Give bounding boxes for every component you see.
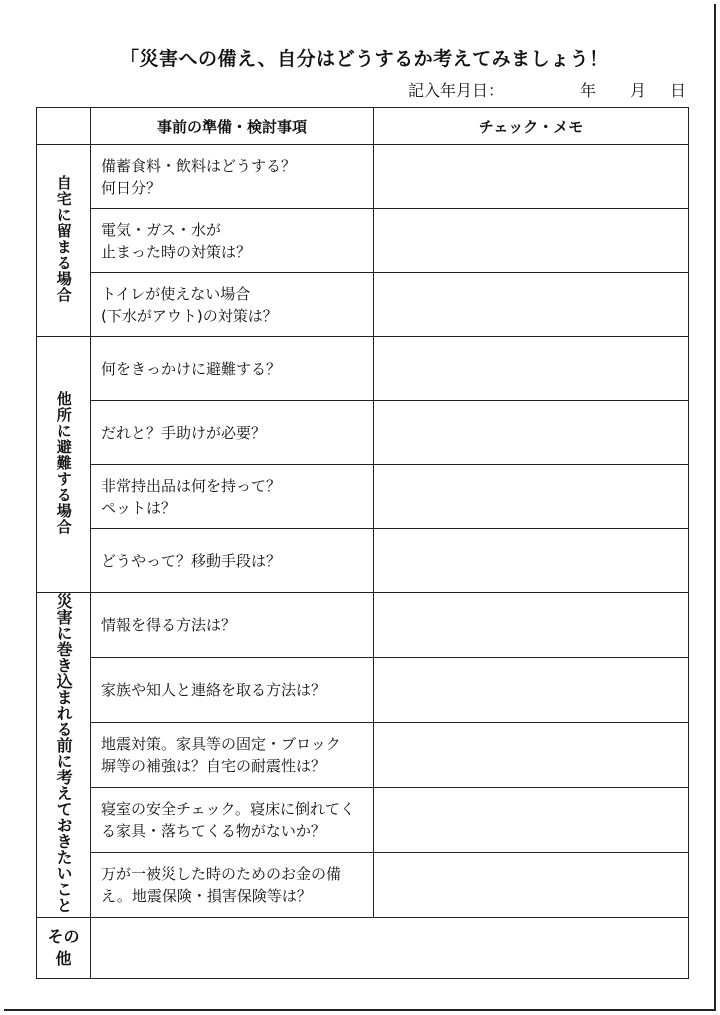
item-line: だれと？手助けが必要？ xyxy=(101,423,267,442)
memo-cell[interactable] xyxy=(374,853,689,918)
item-line: 家族や知人と連絡を取る方法は？ xyxy=(101,681,327,699)
category-evacuate xyxy=(37,337,91,593)
item-cell xyxy=(91,401,374,465)
item-cell xyxy=(91,788,374,853)
memo-cell[interactable] xyxy=(374,593,689,658)
item-line: トイレが使えない場合 xyxy=(101,284,251,303)
item-line: 塀等の補強は？自宅の耐震性は？ xyxy=(101,757,327,775)
date-year-label: 年 xyxy=(579,81,596,100)
item-cell xyxy=(91,658,374,723)
item-line: 情報を得る方法は？ xyxy=(101,616,237,634)
other-label-line: 他 xyxy=(55,949,72,968)
item-cell xyxy=(91,145,374,209)
item-cell xyxy=(91,337,374,401)
table-row xyxy=(37,401,689,465)
category-label xyxy=(54,593,73,913)
item-line: 電気・ガス・水が xyxy=(101,220,222,239)
header-item: 事前の準備・検討事項 xyxy=(91,108,374,145)
table-row xyxy=(37,209,689,273)
item-cell xyxy=(91,529,374,593)
category-label: 自宅に留まる場合 xyxy=(54,174,73,303)
table-row xyxy=(37,853,689,918)
entry-date-row xyxy=(408,78,688,101)
category-other xyxy=(37,918,91,979)
memo-cell[interactable] xyxy=(374,529,689,593)
memo-cell[interactable] xyxy=(374,273,689,337)
item-line: 寝室の安全チェック。寝床に倒れてく xyxy=(101,800,355,818)
item-line: 地震対策。家具等の固定・ブロック xyxy=(101,735,341,753)
memo-cell[interactable] xyxy=(374,723,689,788)
item-line: 何日分？ xyxy=(101,178,162,197)
category-stay-home xyxy=(37,145,91,337)
memo-cell[interactable] xyxy=(374,658,689,723)
table-row xyxy=(37,465,689,529)
memo-cell[interactable] xyxy=(374,401,689,465)
page-title: 「災害への備え、自分はどうするか考えてみましょう！ xyxy=(120,48,609,70)
table-row xyxy=(37,593,689,658)
other-label-line: その xyxy=(47,927,80,946)
memo-cell[interactable] xyxy=(374,145,689,209)
table-row xyxy=(37,273,689,337)
item-line: 止まった時の対策は？ xyxy=(101,242,252,261)
table-row-other xyxy=(37,918,689,979)
header-empty-cell xyxy=(37,108,91,145)
header-memo: チェック・メモ xyxy=(374,108,689,145)
table-row xyxy=(37,337,689,401)
table-row xyxy=(37,658,689,723)
table-row xyxy=(37,788,689,853)
item-line: 備蓄食料・飲料はどうする？ xyxy=(101,156,297,175)
category-before-disaster xyxy=(37,593,91,918)
item-cell xyxy=(91,853,374,918)
item-cell xyxy=(91,593,374,658)
item-cell xyxy=(91,723,374,788)
item-line: る家具・落ちてくる物がないか？ xyxy=(101,822,326,840)
memo-cell[interactable] xyxy=(374,465,689,529)
table-row xyxy=(37,529,689,593)
table-row xyxy=(37,723,689,788)
item-cell xyxy=(91,465,374,529)
item-line: どうやって？移動手段は？ xyxy=(101,551,282,570)
date-day-label: 日 xyxy=(669,81,686,100)
table-row xyxy=(37,145,689,209)
memo-cell[interactable] xyxy=(374,209,689,273)
category-label: 他所に避難する場合 xyxy=(54,390,73,535)
item-line: 何をきっかけに避難する？ xyxy=(101,359,282,378)
category-label-col2: 考えておきたいこと xyxy=(54,769,74,913)
memo-cell[interactable] xyxy=(374,337,689,401)
item-cell xyxy=(91,209,374,273)
table-header-row xyxy=(37,108,689,145)
preparation-table xyxy=(36,107,689,979)
item-line: 非常持出品は何を持って？ xyxy=(101,476,282,495)
date-label: 記入年月日： xyxy=(408,81,505,100)
item-line: ペットは？ xyxy=(101,498,177,517)
item-line: (下水がアウト)の対策は？ xyxy=(101,306,278,325)
item-line: 万が一被災した時のためのお金の備 xyxy=(101,865,342,883)
item-cell xyxy=(91,273,374,337)
category-label-col1: 災害に巻き込まれる前に xyxy=(54,593,74,769)
date-month-label: 月 xyxy=(629,81,646,100)
other-memo-cell[interactable] xyxy=(91,918,689,979)
memo-cell[interactable] xyxy=(374,788,689,853)
item-line: え。地震保険・損害保険等は？ xyxy=(101,887,312,905)
